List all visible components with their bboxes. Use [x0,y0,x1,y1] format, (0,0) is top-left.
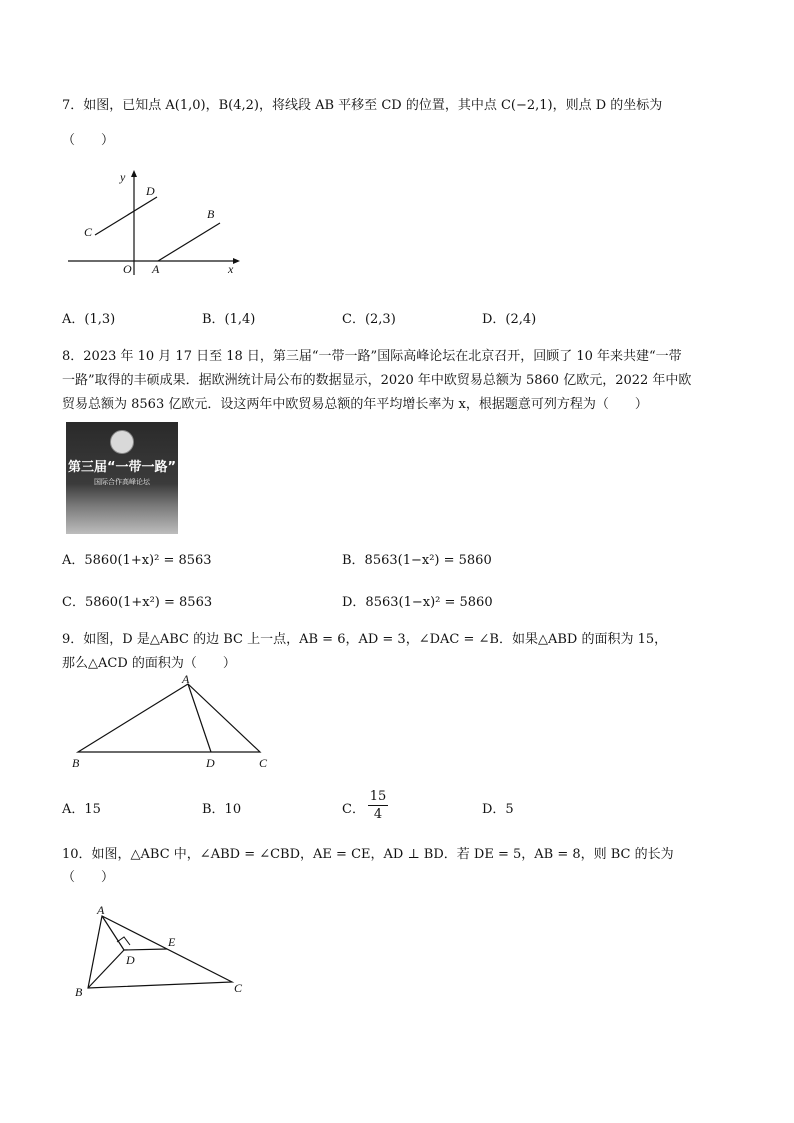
q7-stem-line2: （ ） [62,133,115,148]
q7-option-c: C．(2,3) [342,312,396,327]
label-e: E [168,935,176,949]
q8-option-c: C．5860(1+x²) = 8563 [62,595,213,610]
fraction-numerator: 15 [369,789,387,804]
x-axis-arrow [233,258,240,264]
label-d: D [206,756,215,770]
segment-bd [88,950,124,988]
q10-stem-line2: （ ） [62,870,115,885]
label-x: x [228,262,234,276]
label-o: O [123,262,132,276]
segment-ab [158,223,220,261]
label-b: B [75,985,83,999]
q7-coordinate-figure [60,165,260,280]
label-a: A [152,262,160,276]
q9-option-c: C． [342,802,365,817]
label-c: C [259,756,268,770]
q9-option-c-fraction [368,789,388,822]
forum-logo-icon [110,430,134,454]
forum-poster-image [66,422,178,534]
label-c: C [234,981,243,995]
y-axis-arrow [131,170,137,177]
fraction-bar [368,805,388,806]
label-a: A [97,903,105,917]
q9-option-b: B．10 [202,802,242,817]
q9-stem-line2: 那么△ACD 的面积为（ ） [62,656,236,671]
q8-stem-line2: 一路”取得的丰硕成果．据欧洲统计局公布的数据显示，2020 年中欧贸易总额为 5860 亿欧元，2022 年中欧 [62,373,692,388]
q8-stem-line3: 贸易总额为 8563 亿欧元．设这两年中欧贸易总额的年平均增长率为 x，根据题意可列方程为（ ） [62,397,648,412]
triangle-abc [78,684,260,752]
q7-option-d: D．(2,4) [482,312,537,327]
right-angle-mark [117,937,130,945]
q7-option-b: B．(1,4) [202,312,256,327]
q7-stem-line1: 7．如图，已知点 A(1,0)，B(4,2)，将线段 AB 平移至 CD 的位置，其中点 C(−2,1)，则点 D 的坐标为 [62,98,663,113]
q8-option-d: D．8563(1−x)² = 5860 [342,595,493,610]
q8-option-a: A．5860(1+x)² = 8563 [62,553,212,568]
q10-stem-line1: 10．如图，△ABC 中，∠ABD = ∠CBD，AE = CE，AD ⊥ BD．若 DE = 5，AB = 8，则 BC 的长为 [62,847,674,862]
label-d: D [126,953,135,967]
segment-cd [95,197,157,235]
poster-subtitle: 国际合作高峰论坛 [94,478,150,486]
q8-stem-line1: 8．2023 年 10 月 17 日至 18 日，第三届“一带一路”国际高峰论坛在北京召开，回顾了 10 年来共建“一带 [62,349,682,364]
poster-title: 第三届“一带一路” [67,460,177,475]
label-y: y [120,170,126,184]
fraction-denominator: 4 [373,807,383,822]
label-d: D [146,184,155,198]
segment-de [124,949,167,950]
q9-option-d: D．5 [482,802,514,817]
q8-option-b: B．8563(1−x²) = 5860 [342,553,492,568]
q9-option-a: A．15 [62,802,101,817]
label-b: B [207,207,215,221]
q9-stem-line1: 9．如图，D 是△ABC 的边 BC 上一点，AB = 6，AD = 3，∠DAC = ∠B．如果△ABD 的面积为 15， [62,632,668,647]
q10-triangle-figure [70,900,260,1005]
label-c: C [84,225,93,239]
q9-triangle-figure [64,672,284,772]
label-a: A [182,672,190,686]
q7-option-a: A．(1,3) [62,312,116,327]
label-b: B [72,756,80,770]
